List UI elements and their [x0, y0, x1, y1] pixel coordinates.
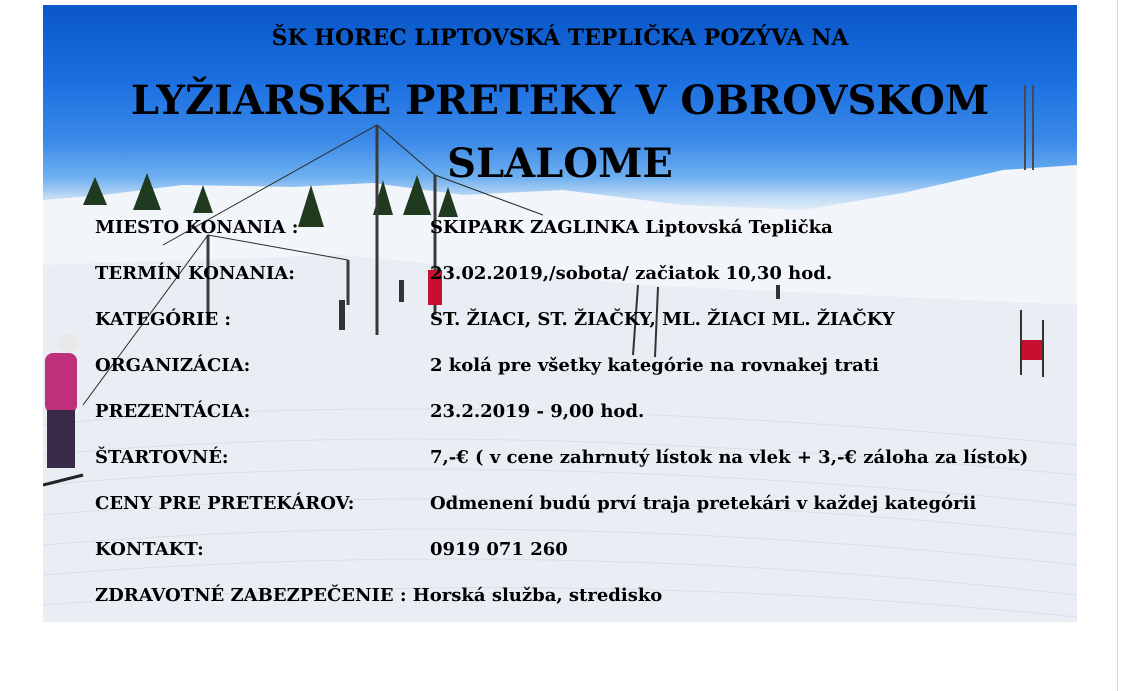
detail-row-venue [95, 217, 1075, 243]
detail-value: Horská služba, stredisko [412, 585, 663, 606]
poster-title-line-1: LYŽIARSKE PRETEKY V OBROVSKOM [130, 77, 990, 124]
detail-label: KONTAKT: [95, 539, 204, 560]
detail-row-registration [95, 401, 1075, 427]
detail-label: KATEGÓRIE : [95, 309, 232, 330]
detail-label: PREZENTÁCIA: [95, 401, 251, 422]
detail-value: SKIPARK ZAGLINKA Liptovská Teplička [430, 217, 833, 238]
detail-row-date [95, 263, 1075, 289]
detail-value: 2 kolá pre všetky kategórie na rovnakej trati [430, 355, 879, 376]
detail-label: TERMÍN KONANIA: [95, 263, 295, 284]
poster-title-line-2: SLALOME [447, 140, 673, 187]
detail-row-contact [95, 539, 1075, 565]
detail-row-prizes [95, 493, 1075, 519]
detail-label: MIESTO KONANIA : [95, 217, 299, 238]
detail-row-categories [95, 309, 1075, 335]
detail-label: CENY PRE PRETEKÁROV: [95, 493, 355, 514]
detail-value: 0919 071 260 [430, 539, 568, 560]
detail-row-organization [95, 355, 1075, 381]
detail-row-health [95, 585, 662, 606]
detail-value: 7,-€ ( v cene zahrnutý lístok na vlek + 3,-€ záloha za lístok) [430, 447, 1029, 468]
detail-label: ŠTARTOVNÉ: [95, 447, 229, 468]
detail-label: ORGANIZÁCIA: [95, 355, 251, 376]
poster-subtitle: ŠK HOREC LIPTOVSKÁ TEPLIČKA POZÝVA NA [271, 25, 849, 51]
detail-value: ST. ŽIACI, ST. ŽIAČKY, ML. ŽIACI ML. ŽIAČKY [430, 309, 895, 330]
detail-value: 23.02.2019,/sobota/ začiatok 10,30 hod. [430, 263, 833, 284]
detail-label: ZDRAVOTNÉ ZABEZPEČENIE : [95, 585, 407, 606]
poster [43, 5, 1077, 622]
page-edge-line [1117, 0, 1118, 691]
detail-row-entry-fee [95, 447, 1075, 473]
detail-value: Odmenení budú prví traja pretekári v každej kategórii [430, 493, 977, 514]
detail-value: 23.2.2019 - 9,00 hod. [430, 401, 645, 422]
